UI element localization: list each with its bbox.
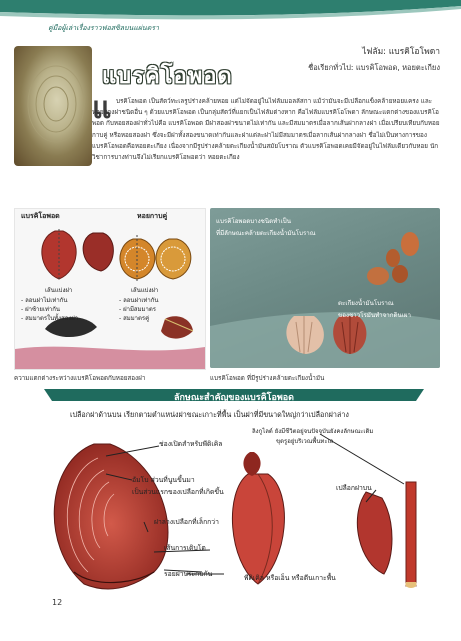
label-lingula-burrow: ขุดรูอยู่บริเวณพื้นทะเล (276, 438, 334, 445)
fossil-photo (14, 46, 92, 166)
phylum-label: ไฟลัม: แบรคิโอโพดา (362, 47, 440, 57)
comparison-figure (14, 208, 206, 370)
label-lingula-note: ลิงกูไลด์ ยังมีชีวิตอยู่จนปัจจุบันยังคงลักษณะเดิม (252, 428, 374, 435)
lamp-photo-figure (210, 208, 440, 368)
fig1-point-left-1: - ลอนฝาไม่เท่ากัน (21, 297, 68, 304)
fig1-axis-right: เส้นแบ่งฝา (131, 287, 159, 294)
label-umbo-note: เป็นส่วนแรกของเปลือกที่เกิดขึ้น (132, 488, 224, 496)
fig1-point-left-2: - ฝาซ้ายเท่ากัน (21, 306, 61, 313)
body-paragraph: บรคิโอพอด เป็นสัตว์ทะเลรูปร่างคล้ายหอย แต่ไม่จัดอยู่ในไฟลัมมอลลัสกา แม้ว่ามันจะมีเปลือกแข็งคล้ายหอยแครง และหอยสองฝาชนิดอื่น ๆ ด้วยแบรคิโอพอด เป็นกลุ่มสัตว์ที่แยกเป็นไฟลัมต่างหาก คือไฟลัมแบรคิโอโพดา ลักษณะแตกต่างของแบรคิโอพอด กับหอยสองฝาทั่วไปคือ แบรคิโอพอด มีฝาสองฝาขนาดไม่เท่ากัน และมีสมมาตรเมื่อลากเส้นผ่ากลางฝา เมื่อเปรียบเทียบกับหอยกาบคู่ หรือหอยสองฝา ซึ่งจะมีฝาทั้งสองขนาดเท่ากันและฝาแต่ละฝาไม่มีสมมาตรเมื่อลากเส้นผ่ากลางฝา ชื่อไม่เป็นทางการของแบรคิโอพอดคือหอยตะเกียง เนื่องจากมีรูปร่างคล้ายตะเกียงน้ำมันสมัยโบราณ ตัวแบรคิโอพอดเคยมีจัดอยู่ในไฟลัมเดียวกับหอย นักวิชาการบางท่านจึงไม่เรียกแบรคิโอพอดว่า หอยตะเกียง (92, 98, 440, 162)
fig2-text-bottom-2: ของชาวโรมันทำจากดินเผา (338, 312, 411, 319)
label-commissure: รอยฝาประกบกัน (164, 570, 213, 578)
label-pedicle: พีดิเคิล หรือเอ็น หรือตีนเกาะพื้น (244, 574, 336, 582)
figure1-caption: ความแตกต่างระหว่างแบรคิโอพอดกับหอยสองฝา (14, 375, 146, 382)
anatomy-diagram (14, 422, 444, 598)
fig1-point-right-2: - ฝามีสมมาตร (119, 306, 156, 313)
running-head: คู่มือผู้เล่าเรื่องราวฟอสซิลบนแผ่นตรา (48, 24, 159, 32)
fig2-text-top-2: ที่มีลักษณะคล้ายตะเกียงน้ำมันโบราณ (216, 230, 316, 237)
section-heading: ลักษณะสำคัญของแบรคิโอพอด (173, 393, 295, 403)
fig1-point-right-1: - ลอนฝาเท่ากัน (119, 297, 159, 304)
fig1-axis-left: เส้นแบ่งฝา (45, 287, 73, 294)
fig2-text-top-1: แบรคิโอพอดบางชนิดทำเป็น (216, 218, 291, 225)
section-description: เปลือกฝาด้านบน เรียกตามตำแหน่งฝาขณะเกาะที่พื้น เป็นฝาที่มีขนาดใหญ่กว่าเปลือกฝาล่าง (70, 410, 349, 419)
fig1-label-brachiopod: แบรคิโอพอด (21, 212, 60, 220)
label-lower-valve: ฝาล่างเปลือกที่เล็กกว่า (154, 518, 219, 526)
page-title: แบรคิโอพอด (102, 64, 233, 89)
label-pedicle-opening: ช่องเปิดสำหรับพีดิเคิล (159, 440, 223, 448)
label-umbo: อัมโบ ส่วนที่นูนขึ้นมา (132, 476, 195, 484)
figure2-caption: แบรคิโอพอด ที่มีรูปร่างคล้ายตะเกียงน้ำมัน (210, 375, 325, 382)
fig1-point-left-3: - สมมาตรในทั้งสองฝา (21, 315, 79, 322)
fig2-text-bottom-1: ตะเกียงน้ำมันโบราณ (338, 300, 394, 307)
drop-cap: แ (92, 91, 112, 126)
label-growth-lines: เส้นการเติบโต (164, 544, 206, 552)
fig1-point-right-3: - สมมาตรคู่ (119, 315, 150, 322)
common-name-label: ชื่อเรียกทั่วไป: แบรคิโอพอด, หอยตะเกียง (308, 63, 440, 72)
page-number: 12 (52, 598, 63, 607)
fig1-label-bivalve: หอยกาบคู่ (137, 212, 168, 220)
label-upper-valve: เปลือกฝาบน (336, 484, 372, 492)
